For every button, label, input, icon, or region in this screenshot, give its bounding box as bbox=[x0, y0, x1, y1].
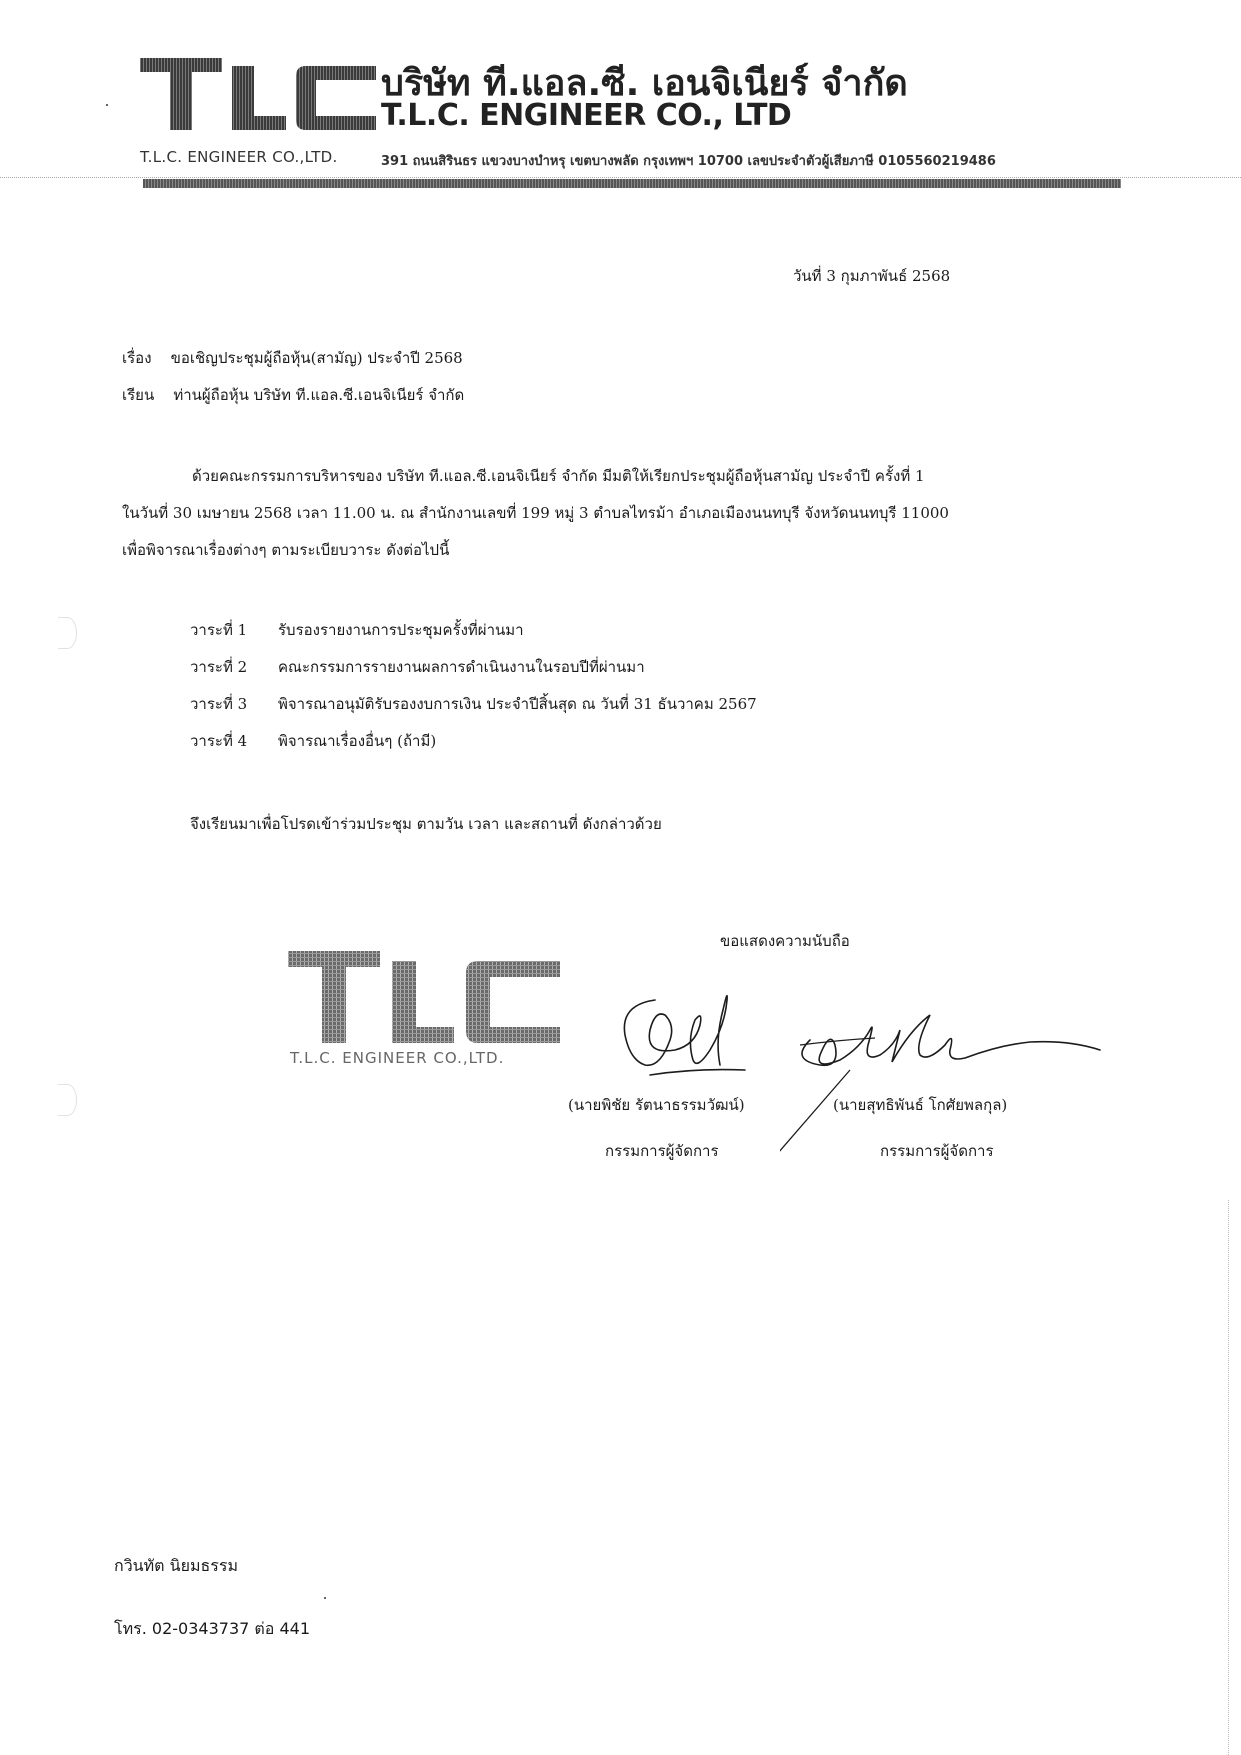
agenda-text: คณะกรรมการรายงานผลการดำเนินงานในรอบปีที่ผ่านมา bbox=[278, 658, 645, 676]
recipient-line bbox=[122, 383, 464, 407]
body-line: เพื่อพิจารณาเรื่องต่างๆ ตามระเบียบวาระ ดังต่อไปนี้ bbox=[122, 541, 450, 559]
logo-caption: T.L.C. ENGINEER CO.,LTD. bbox=[140, 148, 338, 166]
body-line: ด้วยคณะกรรมการบริหารของ บริษัท ที.แอล.ซี.เอนจิเนียร์ จำกัด มีมติให้เรียกประชุมผู้ถือหุ้นสามัญ ประจำปี ครั้งที่ 1 bbox=[192, 467, 925, 485]
scan-edge-line bbox=[1228, 1200, 1229, 1755]
company-logo bbox=[140, 58, 376, 130]
regards-text: ขอแสดงความนับถือ bbox=[720, 932, 850, 950]
agenda-label: วาระที่ 1 bbox=[190, 621, 248, 639]
contact-phone: โทร. 02-0343737 ต่อ 441 bbox=[114, 1619, 311, 1638]
agenda-label: วาระที่ 3 bbox=[190, 695, 248, 713]
company-address: 391 ถนนสิรินธร แขวงบางบำหรุ เขตบางพลัด กรุงเทพฯ 10700 เลขประจำตัวผู้เสียภาษี 0105560219486 bbox=[381, 154, 996, 169]
agenda-label: วาระที่ 4 bbox=[190, 732, 248, 750]
agenda-text: รับรองรายงานการประชุมครั้งที่ผ่านมา bbox=[278, 621, 524, 639]
letter-date: วันที่ 3 กุมภาพันธ์ 2568 bbox=[793, 267, 951, 285]
punch-hole-mark bbox=[58, 617, 77, 649]
body-line: ในวันที่ 30 เมษายน 2568 เวลา 11.00 น. ณ สำนักงานเลขที่ 199 หมู่ 3 ตำบลไทรม้า อำเภอเมืองนนทบุรี จังหวัดนนทบุรี 11000 bbox=[122, 504, 949, 522]
company-name-english: T.L.C. ENGINEER CO., LTD bbox=[381, 98, 792, 133]
signatory-title-2: กรรมการผู้จัดการ bbox=[880, 1142, 994, 1160]
subject-label: เรื่อง bbox=[122, 349, 152, 367]
subject-text: ขอเชิญประชุมผู้ถือหุ้น(สามัญ) ประจำปี 2568 bbox=[170, 349, 463, 367]
scan-speck bbox=[324, 1597, 326, 1599]
header-rule bbox=[143, 179, 1121, 188]
agenda-item bbox=[190, 612, 757, 649]
agenda-item bbox=[190, 723, 757, 760]
agenda-text: พิจารณาเรื่องอื่นๆ (ถ้ามี) bbox=[278, 732, 437, 750]
signature-1 bbox=[615, 980, 765, 1080]
scan-speck bbox=[106, 104, 108, 106]
punch-hole-mark bbox=[58, 1084, 77, 1116]
stamp-caption: T.L.C. ENGINEER CO.,LTD. bbox=[290, 1049, 505, 1067]
body-paragraph bbox=[122, 458, 1082, 569]
company-name-thai: บริษัท ที.แอล.ซี. เอนจิเนียร์ จำกัด bbox=[381, 63, 908, 104]
agenda-text: พิจารณาอนุมัติรับรองงบการเงิน ประจำปีสิ้นสุด ณ วันที่ 31 ธันวาคม 2567 bbox=[278, 695, 757, 713]
agenda-list bbox=[190, 612, 757, 760]
subject-line bbox=[122, 346, 463, 370]
recipient-label: เรียน bbox=[122, 386, 155, 404]
recipient-text: ท่านผู้ถือหุ้น บริษัท ที.แอล.ซี.เอนจิเนียร์ จำกัด bbox=[173, 386, 465, 404]
header-dotted-rule bbox=[0, 177, 1241, 178]
signatory-name-1: (นายพิชัย รัตนาธรรมวัฒน์) bbox=[568, 1096, 745, 1114]
agenda-item bbox=[190, 686, 757, 723]
signatory-title-1: กรรมการผู้จัดการ bbox=[605, 1142, 719, 1160]
signatory-name-2: (นายสุทธิพันธ์ โกศัยพลกุล) bbox=[833, 1096, 1008, 1114]
contact-name: กวินทัต นิยมธรรม bbox=[114, 1556, 238, 1575]
closing-sentence: จึงเรียนมาเพื่อโปรดเข้าร่วมประชุม ตามวัน เวลา และสถานที่ ดังกล่าวด้วย bbox=[190, 815, 662, 833]
agenda-item bbox=[190, 649, 757, 686]
company-stamp-logo bbox=[288, 949, 560, 1045]
agenda-label: วาระที่ 2 bbox=[190, 658, 248, 676]
